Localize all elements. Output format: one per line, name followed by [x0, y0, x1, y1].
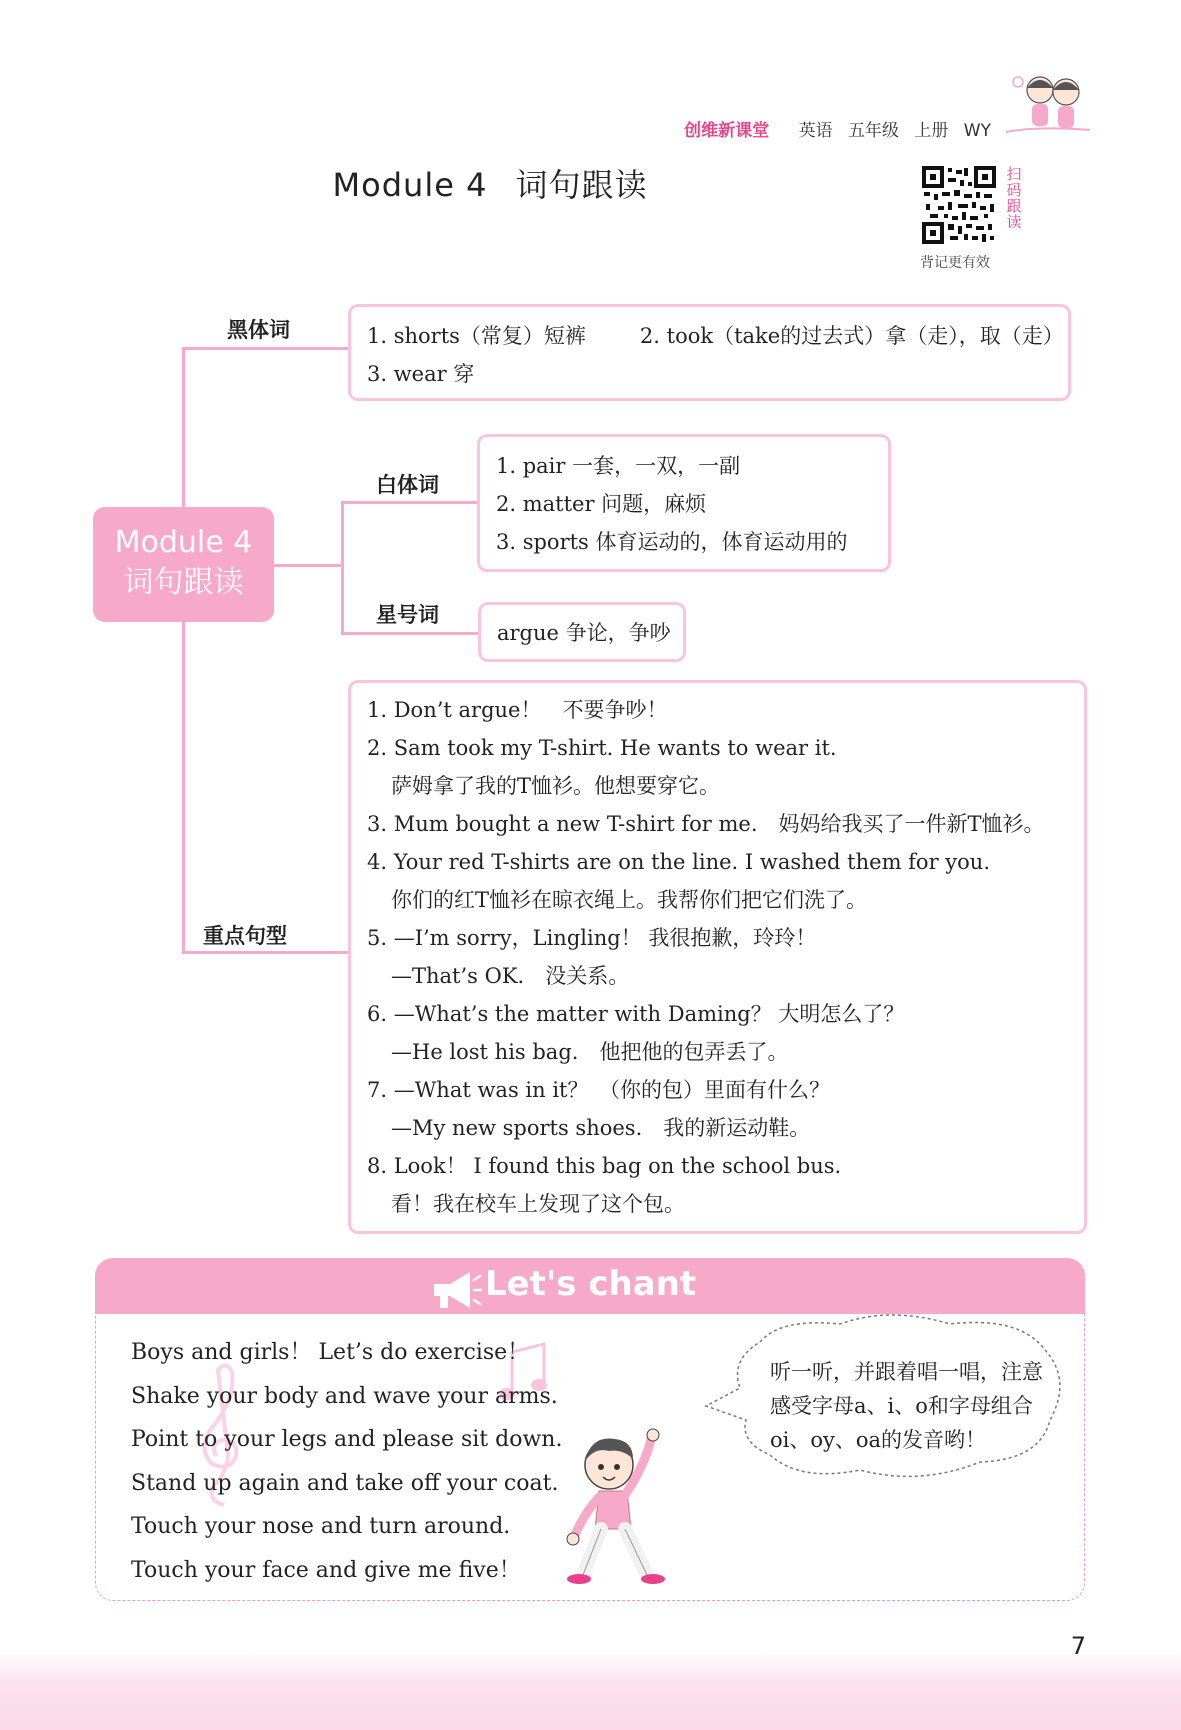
category-key-sentences: 重点句型: [203, 924, 287, 948]
qr-caption: 背记更有效: [920, 255, 990, 271]
grade: 五年级: [847, 121, 899, 141]
chant-title: Let's chant: [484, 1264, 697, 1304]
chant-line: Stand up again and take off your coat.: [131, 1470, 559, 1496]
sentence-line: 6. —What’s the matter with Daming？ 大明怎么了？: [367, 1002, 905, 1026]
sentence-line: 5. —I’m sorry，Lingling！ 我很抱歉，玲玲！: [367, 926, 817, 950]
connector: [182, 622, 185, 954]
kids-illustration: [1006, 70, 1090, 150]
subject: 英语: [798, 121, 833, 141]
sentence-line: —My new sports shoes. 我的新运动鞋。: [391, 1116, 811, 1140]
connector: [182, 347, 185, 507]
qr-label-char: 读: [1006, 213, 1022, 231]
connector: [341, 501, 344, 635]
connector: [182, 347, 350, 350]
page-title: [0, 160, 980, 206]
qr-side-label: [1004, 166, 1024, 230]
bold-word-1: 1. shorts（常复）短裤: [367, 324, 586, 348]
white-words-box: [477, 434, 891, 572]
chant-line: Boys and girls！ Let’s do exercise！: [131, 1340, 530, 1365]
title-module: Module 4: [332, 166, 488, 204]
qr-label-char: 跟: [1006, 197, 1022, 215]
edition: WY: [963, 121, 991, 141]
connector: [341, 501, 478, 504]
star-word-1: argue 争论，争吵: [497, 621, 671, 645]
sentence-translation: 萨姆拿了我的T恤衫。他想要穿它。: [391, 774, 721, 798]
white-word-2: 2. matter 问题，麻烦: [496, 492, 707, 516]
footer-band: [0, 1650, 1181, 1730]
volume: 上册: [914, 121, 949, 141]
bold-word-3: 3. wear 穿: [367, 362, 475, 386]
title-name: 词句跟读: [515, 166, 648, 204]
dancing-boy-illustration: [565, 1425, 685, 1590]
category-star-words: 星号词: [376, 603, 439, 627]
qr-code[interactable]: [922, 166, 996, 244]
star-words-box: [478, 602, 686, 662]
center-node-module: Module 4: [114, 525, 253, 560]
center-node: [93, 507, 274, 622]
page-number: 7: [1070, 1632, 1086, 1660]
white-word-1: 1. pair 一套，一双，一副: [496, 454, 741, 478]
sentence-line: 1. Don’t argue！ 不要争吵！: [367, 698, 668, 722]
sentence-line: —He lost his bag. 他把他的包弄丢了。: [391, 1040, 789, 1064]
list-item: [367, 317, 1068, 355]
chant-lyrics: [131, 1331, 562, 1592]
sentence-line: 4. Your red T-shirts are on the line. I washed them for you.: [367, 850, 990, 874]
connector: [182, 951, 350, 954]
sentence-translation: 看！我在校车上发现了这个包。: [391, 1192, 685, 1216]
white-word-3: 3. sports 体育运动的，体育运动用的: [496, 530, 848, 554]
running-header: [684, 116, 991, 141]
category-bold-words: 黑体词: [227, 318, 290, 342]
sentence-line: 3. Mum bought a new T-shirt for me. 妈妈给我买了一件新T恤衫。: [367, 812, 1045, 836]
brand-name: 创维新课堂: [684, 121, 770, 141]
bold-word-2: 2. took（take的过去式）拿（走），取（走）: [639, 324, 1064, 348]
key-sentences-box: [348, 680, 1087, 1234]
sentence-line: 2. Sam took my T-shirt. He wants to wear it.: [367, 736, 837, 760]
chant-line: Touch your nose and turn around.: [131, 1514, 511, 1539]
bold-words-box: [348, 304, 1071, 401]
sentence-line: —That’s OK. 没关系。: [391, 964, 630, 988]
chant-line: Point to your legs and please sit down.: [131, 1427, 563, 1452]
chant-line: Touch your face and give me five！: [131, 1557, 521, 1583]
connector: [274, 564, 342, 567]
qr-label-char: 码: [1006, 181, 1022, 199]
sentence-line: 7. —What was in it？ （你的包）里面有什么？: [367, 1078, 830, 1102]
chant-line: Shake your body and wave your arms.: [131, 1383, 558, 1409]
bubble-text: 听一听，并跟着唱一唱，注意感受字母a、i、o和字母组合oi、oy、oa的发音哟！: [770, 1360, 1043, 1452]
sentence-translation: 你们的红T恤衫在晾衣绳上。我帮你们把它们洗了。: [391, 888, 868, 912]
qr-label-char: 扫: [1006, 165, 1022, 183]
connector: [341, 632, 478, 635]
sentence-line: 8. Look！ I found this bag on the school bus.: [367, 1154, 842, 1178]
category-white-words: 白体词: [376, 473, 439, 497]
center-node-title: 词句跟读: [123, 565, 244, 600]
